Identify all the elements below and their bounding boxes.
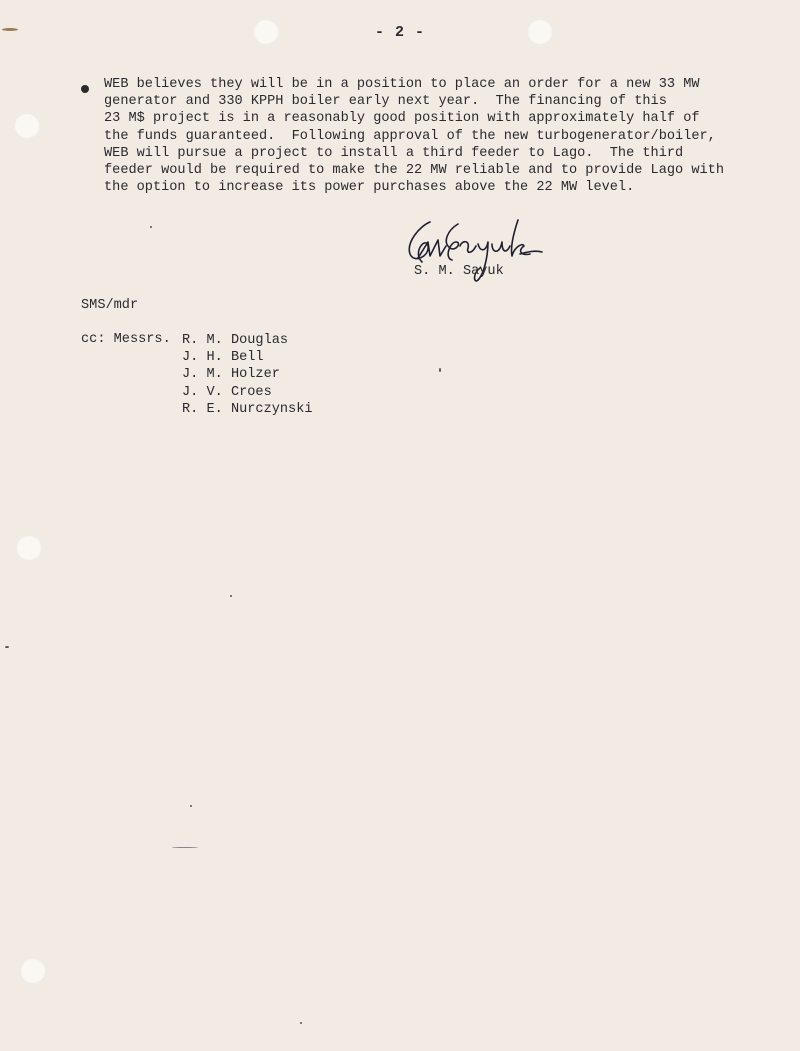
paper-speck (150, 226, 152, 228)
paper-speck (190, 805, 192, 807)
punch-hole (14, 113, 40, 139)
reference-initials: SMS/mdr (81, 298, 139, 313)
cc-label: cc: Messrs. (81, 332, 171, 347)
cc-recipient: R. E. Nurczynski (182, 401, 313, 417)
page-number: - 2 - (374, 24, 425, 41)
cc-recipient: J. M. Holzer (182, 367, 280, 383)
bullet-icon (81, 85, 89, 93)
punch-hole (16, 535, 42, 561)
body-line: feeder would be required to make the 22 MW reliable and to provide Lago with (104, 163, 724, 179)
body-paragraph (104, 76, 764, 196)
body-line: WEB will pursue a project to install a third feeder to Lago. The third (104, 145, 684, 161)
cc-recipient-list (182, 332, 313, 418)
body-line: WEB believes they will be in a position to place an order for a new 33 MW (104, 77, 700, 92)
paper-speck (300, 1022, 302, 1024)
paper-speck (439, 368, 441, 372)
signatory-name: S. M. Sayuk (414, 264, 504, 279)
body-line: the funds guaranteed. Following approval of the new turbogenerator/boiler, (104, 128, 716, 144)
cc-recipient: J. H. Bell (182, 350, 264, 366)
body-line: 23 M$ project is in a reasonably good position with approximately half of (104, 111, 700, 127)
body-line: generator and 330 KPPH boiler early next year. The financing of this (104, 94, 667, 110)
cc-recipient: J. V. Croes (182, 384, 272, 400)
paper-speck (2, 28, 18, 31)
paper-speck (172, 847, 198, 848)
punch-hole (20, 958, 46, 984)
cc-recipient: R. M. Douglas (182, 333, 289, 348)
body-line: the option to increase its power purchases above the 22 MW level. (104, 180, 635, 196)
paper-speck (5, 646, 9, 648)
paper-speck (230, 595, 232, 597)
